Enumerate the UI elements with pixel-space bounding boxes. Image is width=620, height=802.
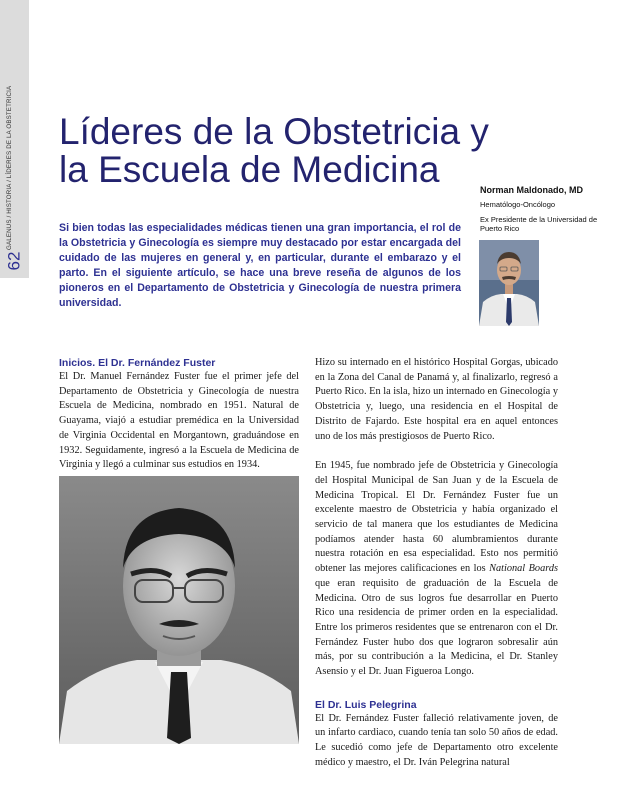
author-title: Ex Presidente de la Universidad de Puerto Rico [480, 215, 598, 233]
paragraph-text: En 1945, fue nombrado jefe de Obstetricia y Ginecología del Hospital Municipal de San Juan y de la Escuela de Medicina Tropical. El Dr. Fernández Fuster fue un excelente maestro de Obstetricia y había organizado el servicio de tal manera que los estudiantes de Medicina podíamos atender hasta 60 alumbramientos durante nuestra rotación en esa especialidad. Esto nos permitió obtener las mejores calificaciones en los [315, 460, 558, 575]
portrait-photo [59, 476, 299, 744]
title-line-1: Líderes de la Obstetricia y [59, 111, 489, 152]
page-number-label: 62 [4, 251, 24, 270]
author-role: Hematólogo-Oncólogo [480, 200, 556, 209]
paragraph-text: que eran requisito de graduación de la Escuela de Medicina. Otro de sus logros fue desarrollar en Puerto Rico una residencia de primer orden en la especialidad. Entre los primeros residentes que se entrenaron con el Dr. Fernández Fuster hubo dos que lograron sobresalir aún más, por su contribución a la Medicina, el Dr. Stanley Asensio y el Dr. Juan Figueroa Longo. [315, 577, 558, 678]
article-intro: Si bien todas las especialidades médicas tienen una gran importancia, el rol de la Obstetricia y Ginecología es siempre muy destacado por estar encargada del cuidado de las mujeres en general y, en particular, durante el embarazo y el parto. En el siguiente artículo, se hace una breve reseña de algunos de los pioneros en el Departamento de Obstetricia y Ginecología de nuestra primera universidad. [59, 222, 461, 309]
portrait-graphic [59, 476, 299, 744]
author-block [480, 185, 610, 233]
author-name: Norman Maldonado, MD [480, 185, 583, 195]
left-column [59, 356, 299, 473]
article-title [59, 113, 499, 189]
emphasis-text: National Boards [489, 563, 558, 575]
section-heading-pelegrina: El Dr. Luis Pelegrina [315, 698, 417, 711]
paragraph: El Dr. Manuel Fernández Fuster fue el primer jefe del Departamento de Obstetricia y Ginecología de nuestra Escuela de Medicina, nombrado en 1951. Natural de Guayama, viajó a estudiar premédica en la Universidad de Virginia Occidental en Morgantown, graduándose en 1932. Seguidamente, ingresó a la Escuela de Medicina de Virginia y llegó a culminar sus estudios en 1934. [59, 371, 299, 471]
page-number [0, 243, 29, 278]
title-line-2: la Escuela de Medicina [59, 149, 440, 190]
paragraph: El Dr. Fernández Fuster falleció relativamente joven, de un infarto cardiaco, cuando tenía tan solo 50 años de edad. Le sucedió como jefe de Departamento otro excelente médico y maestro, el Dr. Iván Pelegrina natural [315, 712, 558, 768]
sidebar-band [0, 0, 29, 278]
paragraph [315, 459, 558, 680]
section-heading-inicios: Inicios. El Dr. Fernández Fuster [59, 357, 216, 369]
author-portrait-graphic [479, 240, 539, 326]
running-header: GALENUS / HISTORIA / LÍDERES DE LA OBSTETRICIA [6, 85, 13, 250]
author-photo [479, 240, 539, 326]
paragraph: Hizo su internado en el histórico Hospital Gorgas, ubicado en la Zona del Canal de Panamá y, al finalizarlo, regresó a Puerto Rico. En la isla, hizo un internado en Ginecología y Obstetricia y, luego, una residencia en el Hospital de Distrito de Fajardo. Este hospital era en aquel entonces uno de los más prestigiosos de Puerto Rico. [315, 357, 558, 442]
right-column [315, 356, 558, 771]
